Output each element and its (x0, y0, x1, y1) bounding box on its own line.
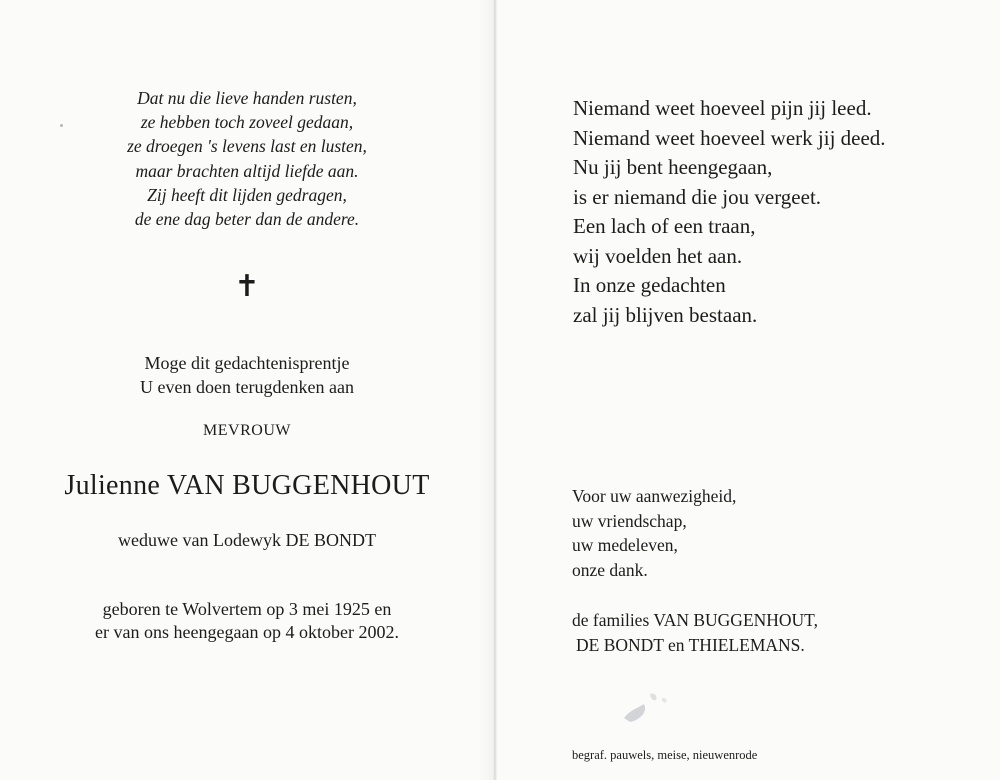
poem-line: ze hebben toch zoveel gedaan, (140, 112, 354, 133)
ink-smudge (620, 688, 680, 726)
poem-line: Niemand weet hoeveel werk jij deed. (573, 125, 886, 150)
remembrance-line: Moge dit gedachtenisprentje (144, 353, 350, 373)
right-poem (573, 94, 886, 330)
families-signature (572, 608, 818, 657)
thanks-line: uw vriendschap, (572, 510, 687, 531)
printer-credit: begraf. pauwels, meise, nieuwenrode (572, 748, 758, 762)
widow-of-line: weduwe van Lodewyk DE BONDT (118, 530, 376, 550)
poem-line: zal jij blijven bestaan. (573, 302, 758, 327)
families-line: DE BONDT en THIELEMANS. (576, 634, 805, 655)
poem-line: Zij heeft dit lijden gedragen, (147, 184, 347, 205)
honorific-title: MEVROUW (203, 422, 291, 439)
thank-you-text (572, 484, 736, 582)
families-line: de families VAN BUGGENHOUT, (572, 610, 818, 630)
poem-line: Nu jij bent heengegaan, (573, 155, 773, 179)
dates-line: er van ons heengegaan op 4 oktober 2002. (95, 622, 399, 642)
poem-line: wij voelden het aan. (573, 243, 743, 268)
left-poem (0, 86, 494, 231)
poem-line: Dat nu die lieve handen rusten, (137, 88, 357, 108)
fold-shadow (478, 0, 493, 780)
poem-line: is er niemand die jou vergeet. (573, 184, 822, 209)
deceased-name: Julienne VAN BUGGENHOUT (64, 470, 430, 501)
thanks-line: Voor uw aanwezigheid, (572, 486, 737, 506)
remembrance-text (0, 351, 494, 399)
poem-line: In onze gedachten (573, 273, 726, 297)
birth-death-dates (0, 598, 494, 644)
remembrance-line: U even doen terugdenken aan (140, 377, 354, 397)
memorial-card-left-page (0, 0, 494, 780)
poem-line: maar brachten altijd liefde aan. (135, 160, 359, 181)
poem-line: de ene dag beter dan de andere. (134, 209, 360, 230)
poem-line: ze droegen 's levens last en lusten, (127, 136, 367, 157)
cross-icon: ✝ (234, 269, 260, 304)
poem-line: Niemand weet hoeveel pijn jij leed. (573, 96, 872, 120)
poem-line: Een lach of een traan, (573, 214, 756, 238)
thanks-line: onze dank. (572, 559, 648, 580)
dates-line: geboren te Wolvertem op 3 mei 1925 en (102, 599, 392, 619)
thanks-line: uw medeleven, (572, 535, 678, 555)
